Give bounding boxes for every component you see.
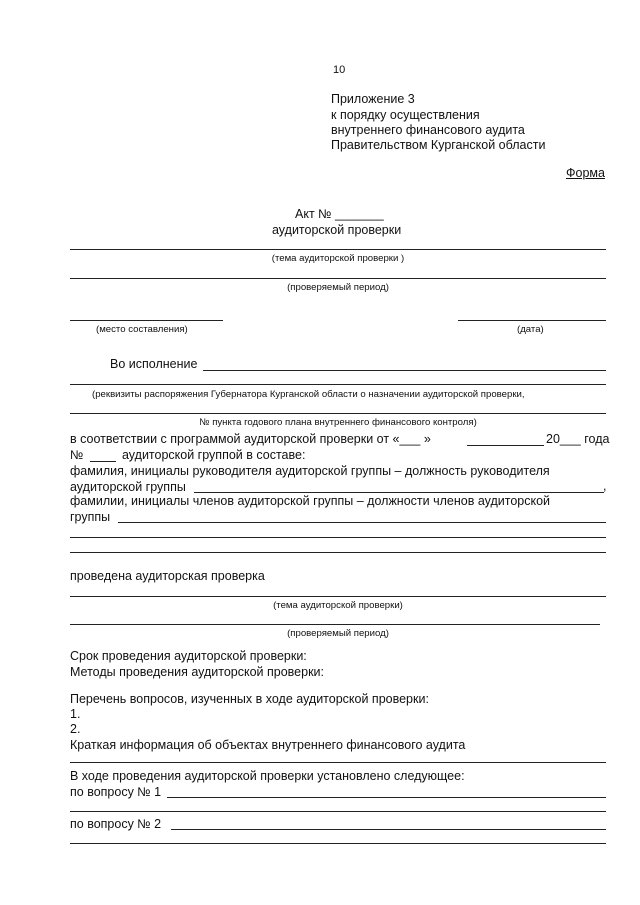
program-date-line [467, 445, 544, 446]
topic-line [70, 249, 606, 250]
page-number: 10 [333, 64, 346, 76]
group-members-text-cont: группы [70, 510, 111, 524]
act-number-title: Акт № _______ [295, 207, 384, 221]
period2-line [70, 624, 600, 625]
group-head-comma: , [603, 479, 607, 493]
topic-caption: (тема аудиторской проверки ) [271, 253, 405, 264]
topic2-line [70, 596, 606, 597]
question-1: 1. [70, 707, 81, 721]
date-caption: (дата) [517, 324, 544, 335]
period-caption: (проверяемый период) [287, 282, 389, 293]
form-label: Форма [566, 166, 605, 180]
period2-caption: (проверяемый период) [287, 628, 389, 639]
by-question-1-line-2 [70, 811, 606, 812]
execution-line [203, 370, 606, 371]
place-line [70, 320, 223, 321]
methods-label: Методы проведения аудиторской проверки: [70, 665, 325, 679]
place-caption: (место составления) [96, 324, 188, 335]
group-members-text: фамилии, инициалы членов аудиторской группы – должности членов аудиторской [70, 494, 551, 508]
term-label: Срок проведения аудиторской проверки: [70, 649, 307, 663]
appendix-line-1: Приложение 3 [331, 92, 415, 106]
act-subtitle: аудиторской проверки [272, 223, 402, 237]
group-number-label: № [70, 448, 84, 462]
group-members-line-2 [70, 537, 606, 538]
group-number-line [90, 461, 116, 462]
by-question-1-label: по вопросу № 1 [70, 785, 162, 799]
requisites-line [70, 384, 606, 385]
group-composition-label: аудиторской группой в составе: [122, 448, 306, 462]
plan-item-caption: № пункта годового плана внутреннего финансового контроля) [199, 417, 477, 428]
questions-label: Перечень вопросов, изученных в ходе аудиторской проверки: [70, 692, 429, 706]
period-line [70, 278, 606, 279]
topic2-caption: (тема аудиторской проверки) [273, 600, 403, 611]
brief-info-line [70, 762, 606, 763]
by-question-2-line [171, 829, 606, 830]
by-question-1-line [167, 797, 606, 798]
execution-label: Во исполнение [110, 357, 198, 371]
plan-item-line [70, 413, 606, 414]
group-head-text-cont: аудиторской группы [70, 480, 186, 494]
program-text: в соответствии с программой аудиторской проверки от «___ » [70, 432, 431, 446]
appendix-line-2: к порядку осуществления [331, 108, 480, 122]
requisites-caption: (реквизиты распоряжения Губернатора Курганской области о назначении аудиторской проверки, [92, 389, 525, 400]
program-year: 20___ года [546, 432, 610, 446]
appendix-line-3: внутреннего финансового аудита [331, 123, 525, 137]
date-line [458, 320, 606, 321]
brief-info-label: Краткая информация об объектах внутреннего финансового аудита [70, 738, 466, 752]
group-members-line-1 [118, 522, 606, 523]
question-2: 2. [70, 722, 81, 736]
conducted-label: проведена аудиторская проверка [70, 569, 265, 583]
appendix-line-4: Правительством Курганской области [331, 138, 546, 152]
by-question-2-label: по вопросу № 2 [70, 817, 162, 831]
group-head-text: фамилия, инициалы руководителя аудиторской группы – должность руководителя [70, 464, 550, 478]
established-label: В ходе проведения аудиторской проверки установлено следующее: [70, 769, 465, 783]
by-question-2-line-2 [70, 843, 606, 844]
group-head-line [194, 492, 604, 493]
group-members-line-3 [70, 552, 606, 553]
